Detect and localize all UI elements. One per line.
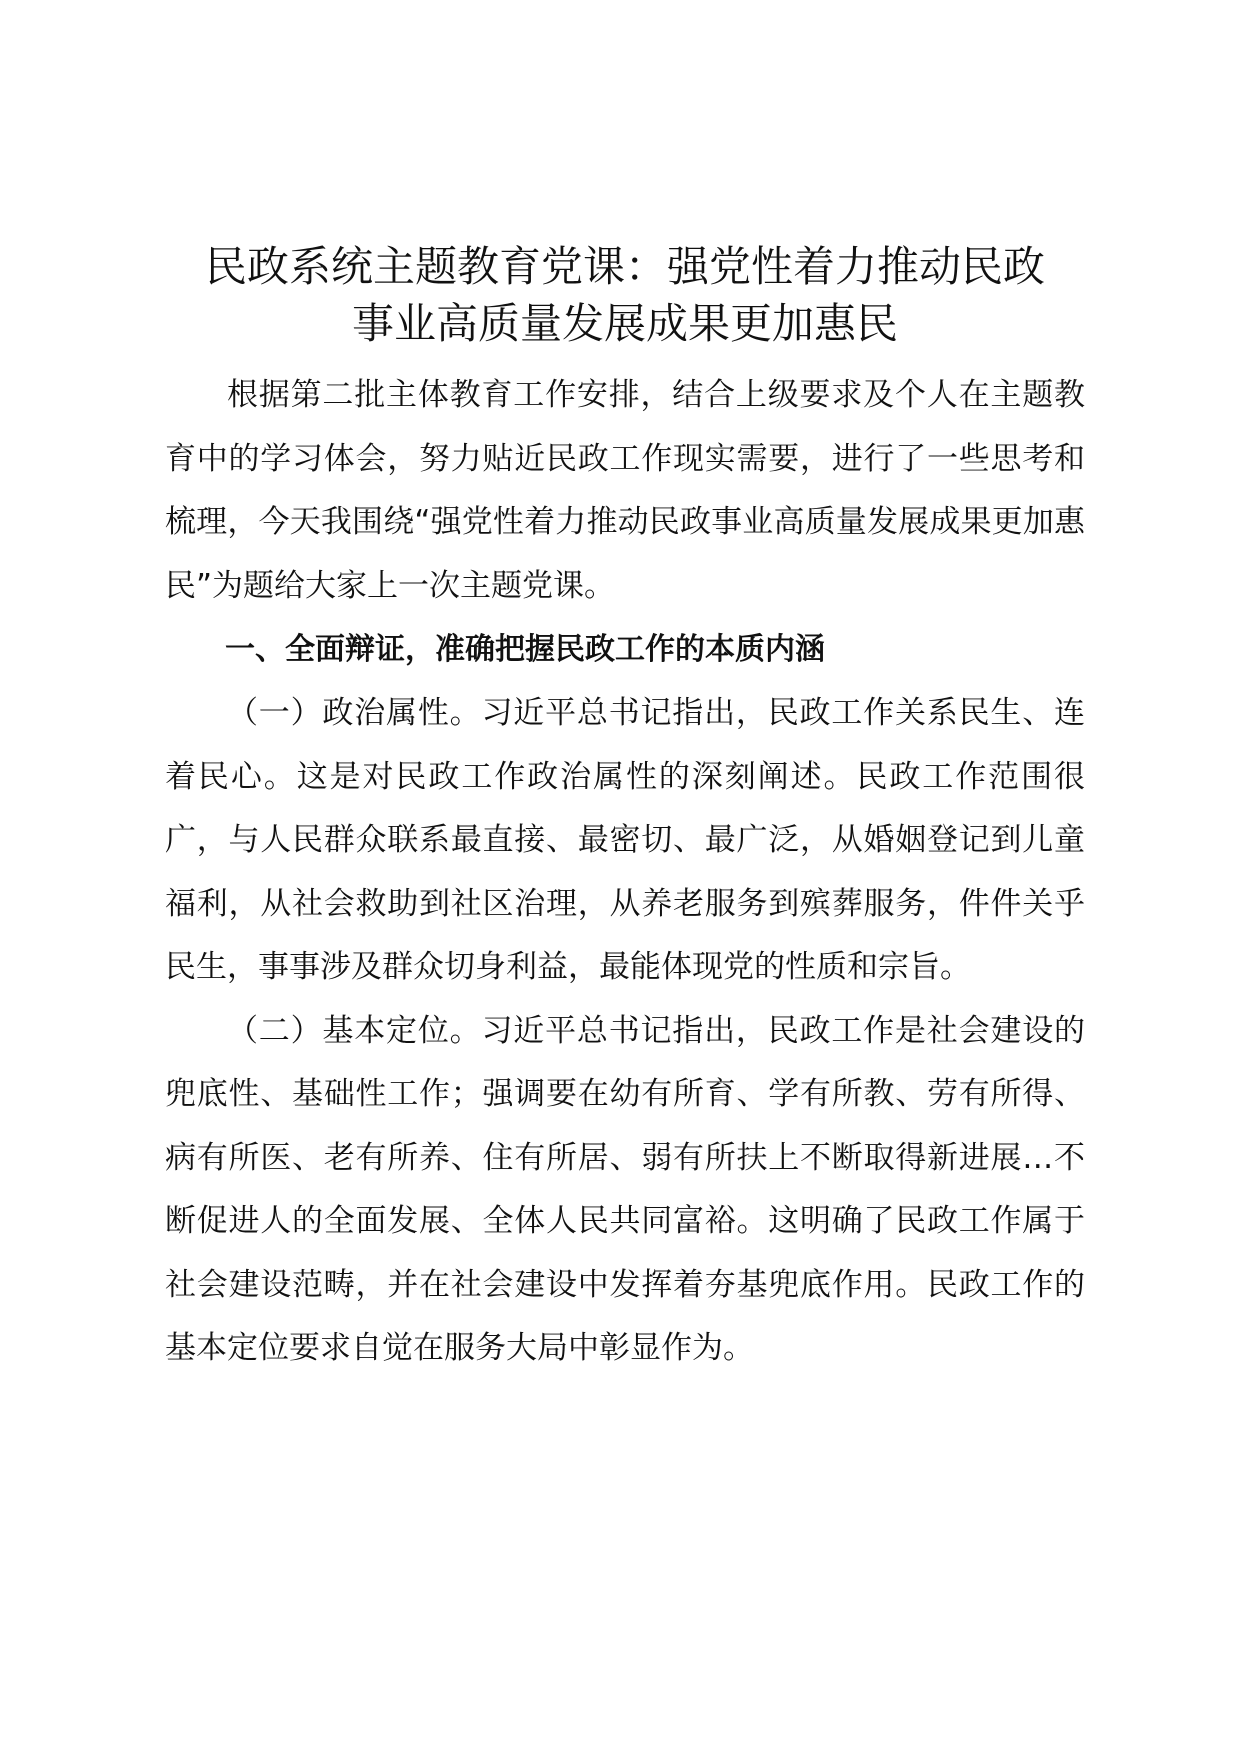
document-body bbox=[165, 238, 1085, 1381]
title-line-2: 事业高质量发展成果更加惠民 bbox=[351, 299, 898, 348]
title-line-1: 民政系统主题教育党课：强党性着力推动民政 bbox=[204, 242, 1045, 291]
section-heading: 一、全面辩证，准确把握民政工作的本质内涵 bbox=[225, 632, 825, 667]
paragraph-basic-positioning: （二）基本定位。习近平总书记指出，民政工作是社会建设的兜底性、基础性工作；强调要在幼有所育、学有所教、劳有所得、病有所医、老有所养、住有所居、弱有所扶上不断取得新进展…不断促进人的全面发展、全体人民共同富裕。这明确了民政工作属于社会建设范畴，并在社会建设中发挥着夯基兜底作用。民政工作的基本定位要求自觉在服务大局中彰显作为。 bbox=[165, 1012, 1085, 1366]
document-title bbox=[165, 238, 1085, 352]
paragraph-political-attribute: （一）政治属性。习近平总书记指出，民政工作关系民生、连着民心。这是对民政工作政治属性的深刻阐述。民政工作范围很广，与人民群众联系最直接、最密切、最广泛，从婚姻登记到儿童福利，从社会救助到社区治理，从养老服务到殡葬服务，件件关乎民生，事事涉及群众切身利益，最能体现党的性质和宗旨。 bbox=[165, 695, 1085, 985]
intro-paragraph: 根据第二批主体教育工作安排，结合上级要求及个人在主题教育中的学习体会，努力贴近民政工作现实需要，进行了一些思考和梳理，今天我围绕“强党性着力推动民政事业高质量发展成果更加惠民”为题给大家上一次主题党课。 bbox=[165, 377, 1085, 604]
